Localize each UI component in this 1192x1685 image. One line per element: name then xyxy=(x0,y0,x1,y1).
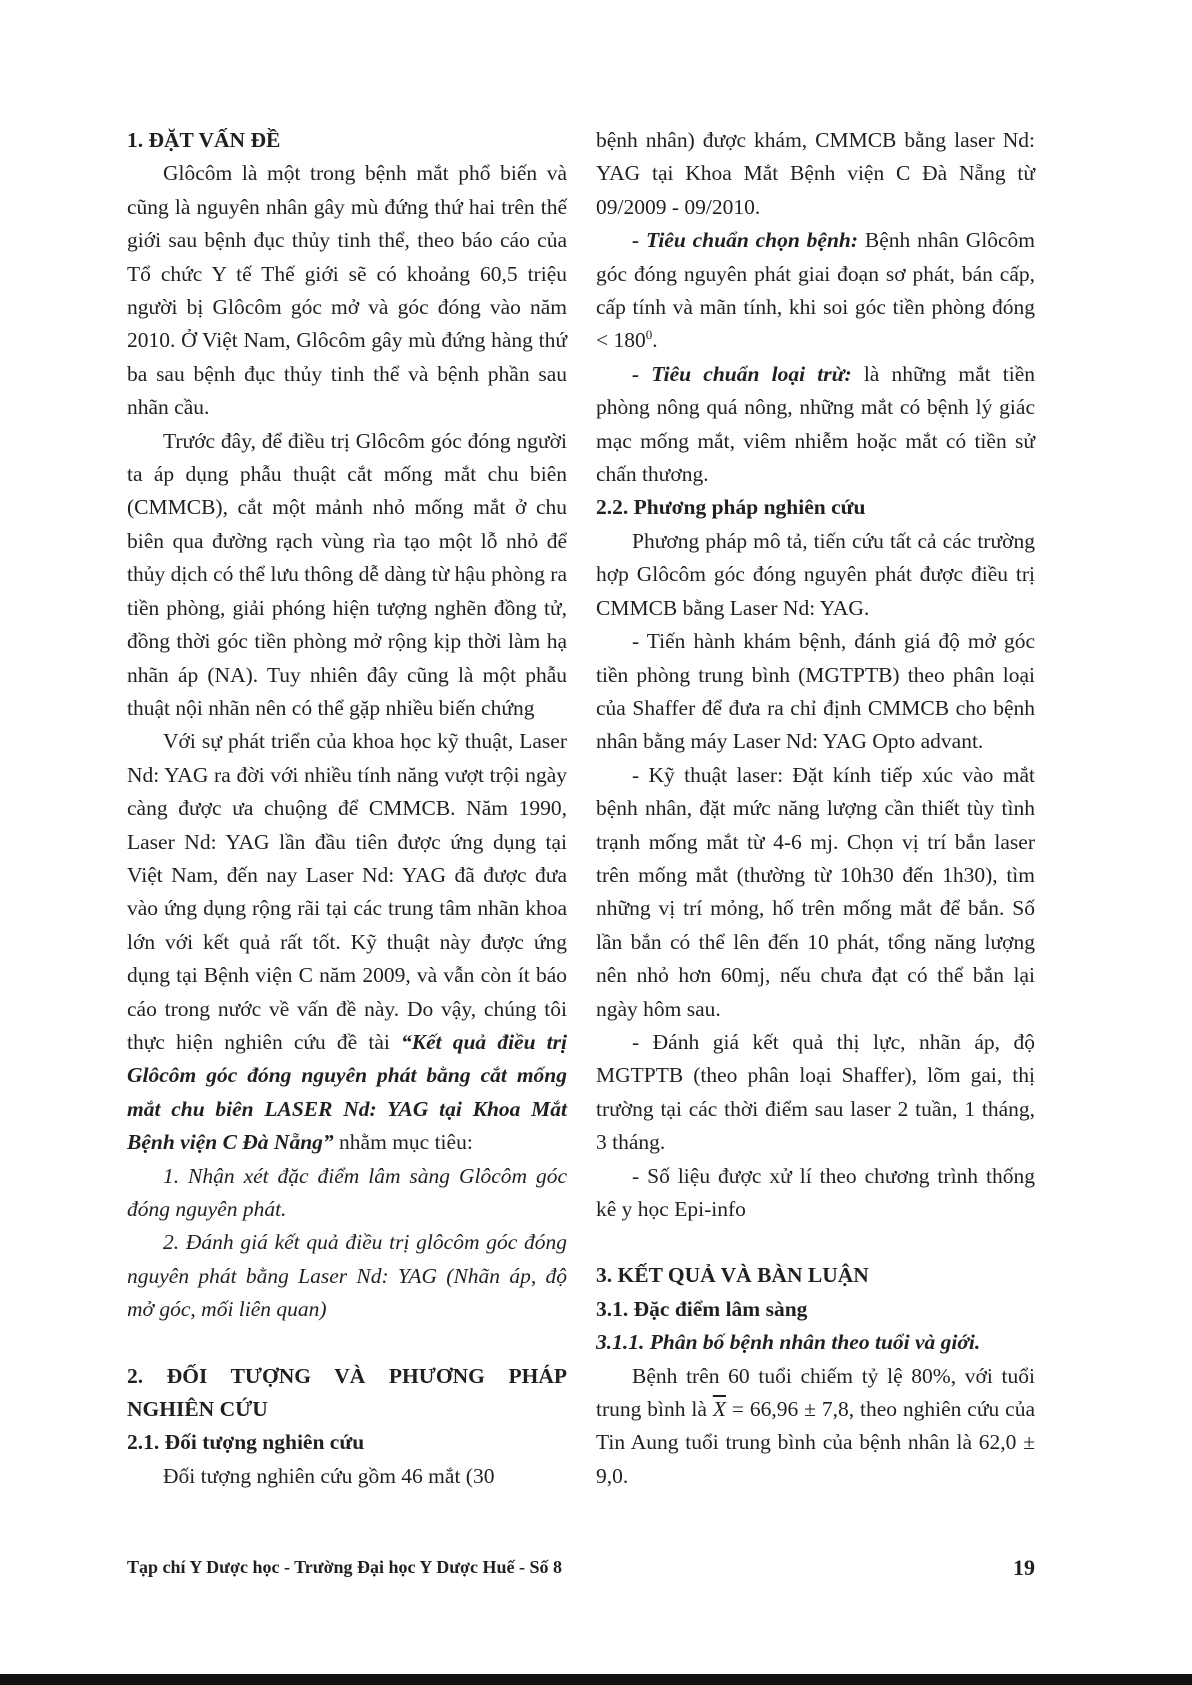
section-3-heading: 3. KẾT QUẢ VÀ BÀN LUẬN xyxy=(596,1263,869,1288)
results-text-a: Bệnh trên 60 tuổi chiếm tỷ lệ 80%, với tuổi trung bình là xyxy=(596,1363,1035,1422)
objective-1: 1. Nhận xét đặc điểm lâm sàng Glôcôm góc đóng nguyên phát. xyxy=(127,1163,567,1221)
scan-edge-bar xyxy=(0,1674,1192,1685)
subsection-3-1-1-heading: 3.1.1. Phân bố bệnh nhân theo tuổi và giới. xyxy=(596,1330,981,1355)
exclusion-criteria-label: - Tiêu chuẩn loại trừ: xyxy=(632,361,852,386)
intro-paragraph-3 xyxy=(127,725,567,1159)
subjects-paragraph: Đối tượng nghiên cứu gồm 46 mắt (30 xyxy=(163,1463,495,1488)
subjects-paragraph-cont: bệnh nhân) được khám, CMMCB bằng laser Nd: YAG tại Khoa Mắt Bệnh viện C Đà Nẵng từ 09/2009 - 09/2010. xyxy=(596,128,1035,219)
inclusion-criteria-text: Bệnh nhân Glôcôm góc đóng nguyên phát giai đoạn sơ phát, bán cấp, cấp tính và mãn tính, khi soi góc tiền phòng đóng < 180 xyxy=(596,228,1035,353)
subsection-2-1-heading: 2.1. Đối tượng nghiên cứu xyxy=(127,1430,365,1455)
subsection-2-2-heading: 2.2. Phương pháp nghiên cứu xyxy=(596,495,866,520)
intro-paragraph-2: Trước đây, để điều trị Glôcôm góc đóng người ta áp dụng phẫu thuật cắt mống mắt chu biên (CMMCB), cắt một mảnh nhỏ mống mắt ở chu biên qua đường rạch vùng rìa tạo một lỗ nhỏ để thủy dịch có thể lưu thông dễ dàng từ hậu phòng ra tiền phòng, giải phóng hiện tượng nghẽn đồng tử, đồng thời góc tiền phòng mở rộng kịp thời làm hạ nhãn áp (NA). Tuy nhiên đây cũng là một phẫu thuật nội nhãn nên có thể gặp nhiều biến chứng xyxy=(127,428,567,720)
study-title: “Kết quả điều trị Glôcôm góc đóng nguyên phát bằng cắt mống mắt chu biên LASER Nd: YAG tại Khoa Mắt Bệnh viện C Đà Nẵng” xyxy=(127,1029,567,1155)
left-column xyxy=(127,124,567,1493)
inclusion-criteria xyxy=(596,224,1035,358)
inclusion-criteria-end: . xyxy=(652,328,658,353)
degree-superscript: 0 xyxy=(645,327,653,343)
results-text-b: = 66,96 ± 7,8, theo nghiên cứu của Tin Aung tuổi trung bình của bệnh nhân là 62,0 ± 9,0. xyxy=(596,1397,1035,1488)
method-paragraph-3: - Kỹ thuật laser: Đặt kính tiếp xúc vào mắt bệnh nhân, đặt mức năng lượng cần thiết tùy tình trạnh mống mắt từ 4-6 mj. Chọn vị trí bắn laser trên mống mắt (thường từ 10h30 đến 1h30), tìm những vị trí mỏng, hố trên mống mắt để bắn. Số lần bắn có thể lên đến 10 phát, tổng năng lượng nên nhỏ hơn 60mj, nếu chưa đạt có thể bắn lại ngày hôm sau. xyxy=(596,762,1035,1021)
page-number: 19 xyxy=(1013,1555,1035,1580)
section-2-heading: 2. ĐỐI TƯỢNG VÀ PHƯƠNG PHÁP NGHIÊN CỨU xyxy=(127,1363,567,1422)
results-paragraph-1 xyxy=(596,1360,1035,1494)
section-1-heading: 1. ĐẶT VẤN ĐỀ xyxy=(127,128,281,152)
intro-paragraph-1: Glôcôm là một trong bệnh mắt phổ biến và cũng là nguyên nhân gây mù đứng thứ hai trên thế giới sau bệnh đục thủy tinh thể, theo báo cáo của Tổ chức Y tế Thế giới sẽ có khoảng 60,5 triệu người bị Glôcôm góc mở và góc đóng vào năm 2010. Ở Việt Nam, Glôcôm gây mù đứng hàng thứ ba sau bệnh đục thủy tinh thể và bệnh phần sau nhãn cầu. xyxy=(127,161,567,420)
inclusion-criteria-label: - Tiêu chuẩn chọn bệnh: xyxy=(632,228,859,253)
subsection-3-1-heading: 3.1. Đặc điểm lâm sàng xyxy=(596,1296,808,1321)
exclusion-criteria xyxy=(596,358,1035,492)
method-paragraph-1: Phương pháp mô tả, tiến cứu tất cả các trường hợp Glôcôm góc đóng nguyên phát được điều trị CMMCB bằng Laser Nd: YAG. xyxy=(596,528,1035,620)
intro-paragraph-3-end: nhằm mục tiêu: xyxy=(333,1130,473,1155)
right-column xyxy=(596,124,1035,1493)
objective-2: 2. Đánh giá kết quả điều trị glôcôm góc đóng nguyên phát bằng Laser Nd: YAG (Nhãn áp, độ mở góc, mối liên quan) xyxy=(127,1230,567,1322)
journal-name: Tạp chí Y Dược học - Trường Đại học Y Dược Huế - Số 8 xyxy=(127,1557,562,1577)
mean-symbol: $\overline{X}$ xyxy=(712,1397,726,1422)
method-paragraph-5: - Số liệu được xử lí theo chương trình thống kê y học Epi-info xyxy=(596,1163,1035,1221)
exclusion-criteria-text: là những mắt tiền phòng nông quá nông, những mắt có bệnh lý giác mạc mống mắt, viêm nhiễm hoặc mắt có tiền sử chấn thương. xyxy=(596,361,1035,487)
intro-paragraph-3-text: Với sự phát triển của khoa học kỹ thuật, Laser Nd: YAG ra đời với nhiều tính năng vượt trội ngày càng được ưa chuộng để CMMCB. Năm 1990, Laser Nd: YAG lần đầu tiên được ứng dụng tại Việt Nam, đến nay Laser Nd: YAG đã được đưa vào ứng dụng rộng rãi tại các trung tâm nhãn khoa lớn với kết quả rất tốt. Kỹ thuật này được ứng dụng tại Bệnh viện C năm 2009, và vẫn còn ít báo cáo trong nước về vấn đề này. Do vậy, chúng tôi thực hiện nghiên cứu đề tài xyxy=(127,729,567,1054)
method-paragraph-4: - Đánh giá kết quả thị lực, nhãn áp, độ MGTPTB (theo phân loại Shaffer), lõm gai, thị trường tại các thời điểm sau laser 2 tuần, 1 tháng, 3 tháng. xyxy=(596,1029,1035,1155)
page-footer xyxy=(127,1557,1035,1587)
method-paragraph-2: - Tiến hành khám bệnh, đánh giá độ mở góc tiền phòng trung bình (MGTPTB) theo phân loại của Shaffer để đưa ra chỉ định CMMCB cho bệnh nhân bằng máy Laser Nd: YAG Opto advant. xyxy=(596,629,1035,754)
